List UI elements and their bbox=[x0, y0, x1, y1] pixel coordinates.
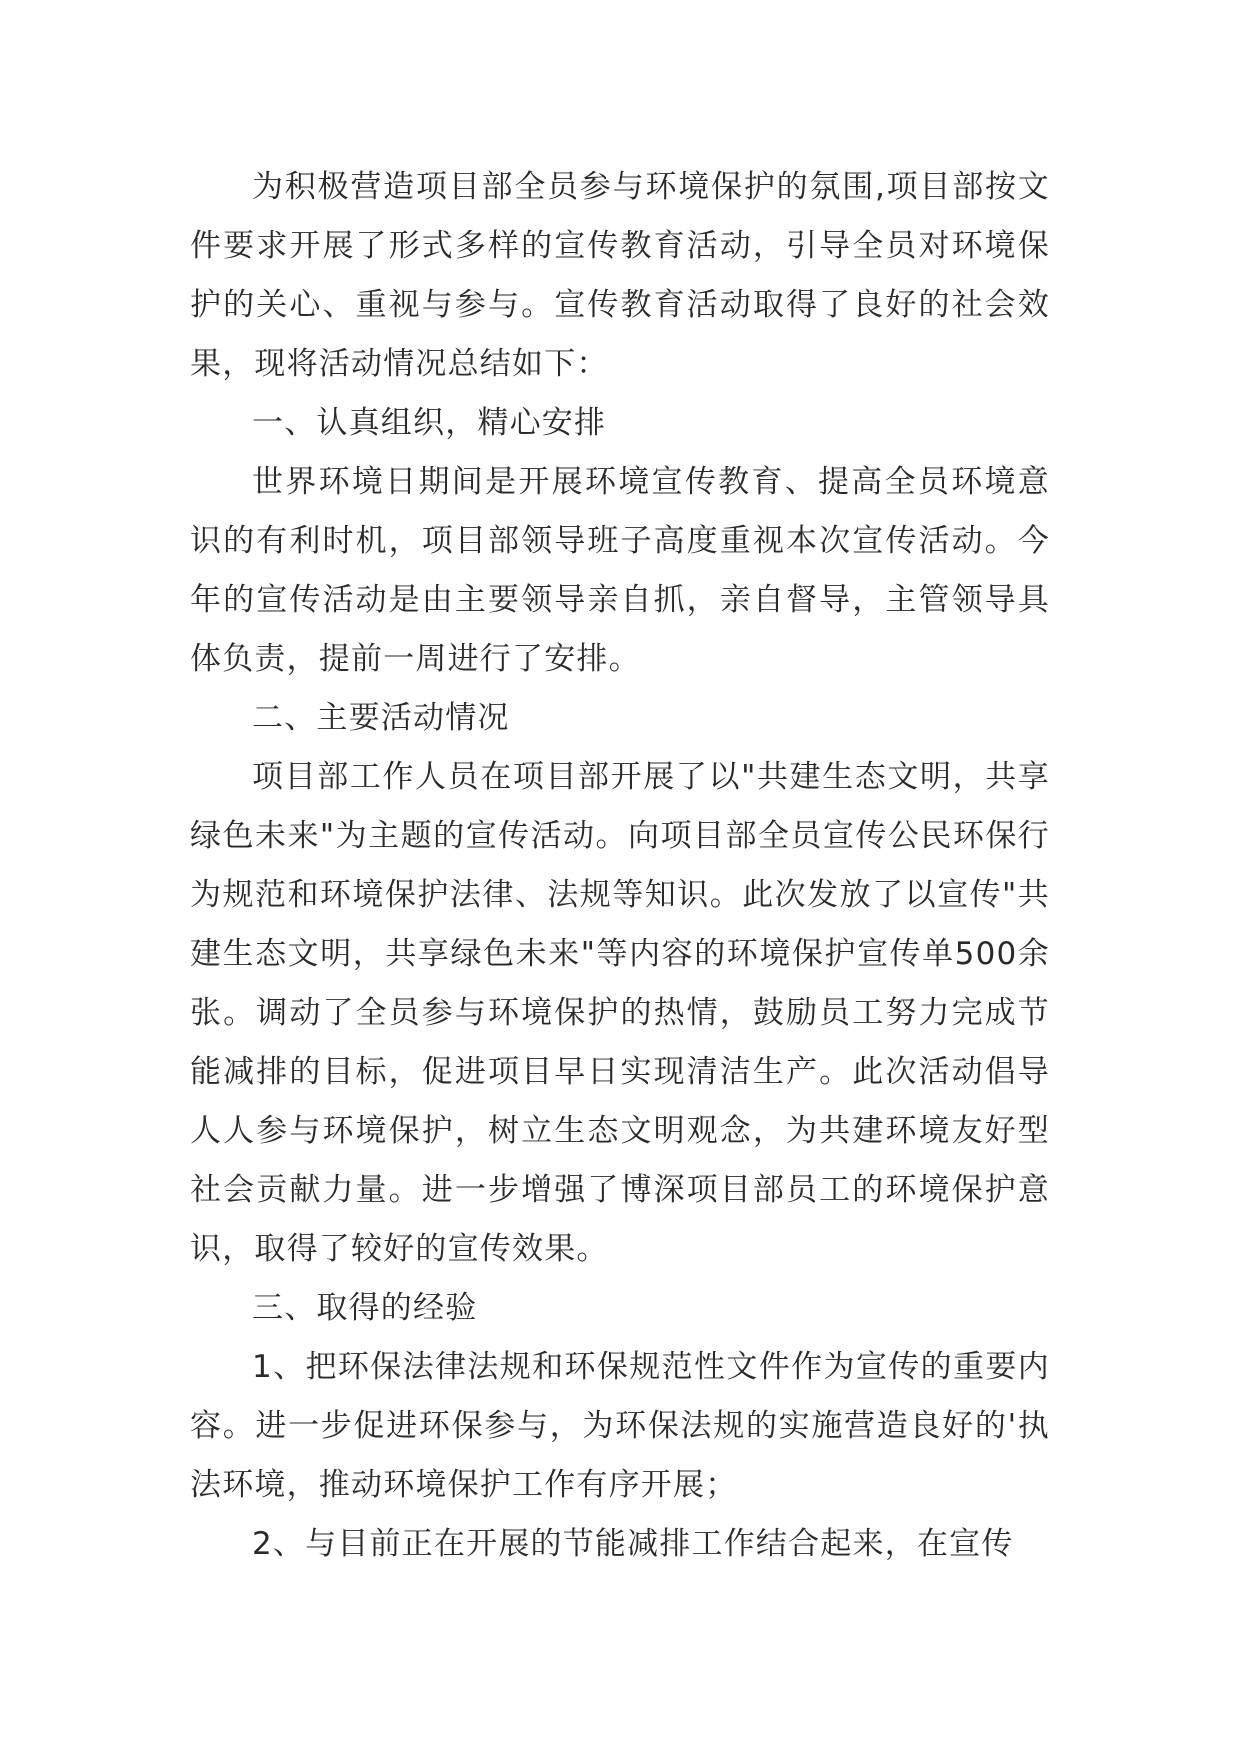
section-heading-3: 三、取得的经验 bbox=[252, 1290, 478, 1326]
section-1-paragraph: 世界环境日期间是开展环境宣传教育、提高全员环境意识的有利时机，项目部领导班子高度重视本次宣传活动。今年的宣传活动是由主要领导亲自抓，亲自督导，主管领导具体负责，提前一周进行了安排。 bbox=[190, 464, 1050, 677]
section-3-item-1: 1、把环保法律法规和环保规范性文件作为宣传的重要内容。进一步促进环保参与，为环保法规的实施营造良好的'执法环境，推动环境保护工作有序开展； bbox=[190, 1349, 1050, 1503]
section-heading-1: 一、认真组织，精心安排 bbox=[252, 405, 607, 441]
document-body bbox=[190, 158, 1050, 1574]
section-heading-2: 二、主要活动情况 bbox=[252, 700, 510, 736]
intro-paragraph: 为积极营造项目部全员参与环境保护的氛围,项目部按文件要求开展了形式多样的宣传教育活动，引导全员对环境保护的关心、重视与参与。宣传教育活动取得了良好的社会效果，现将活动情况总结如下： bbox=[190, 169, 1050, 382]
section-3-item-2: 2、与目前正在开展的节能减排工作结合起来，在宣传 bbox=[252, 1526, 1014, 1562]
section-2-paragraph: 项目部工作人员在项目部开展了以"共建生态文明，共享绿色未来"为主题的宣传活动。向项目部全员宣传公民环保行为规范和环境保护法律、法规等知识。此次发放了以宣传"共建生态文明，共享绿色未来"等内容的环境保护宣传单500余张。调动了全员参与环境保护的热情，鼓励员工努力完成节能减排的目标，促进项目早日实现清洁生产。此次活动倡导人人参与环境保护，树立生态文明观念，为共建环境友好型社会贡献力量。进一步增强了博深项目部员工的环境保护意识，取得了较好的宣传效果。 bbox=[190, 759, 1050, 1267]
